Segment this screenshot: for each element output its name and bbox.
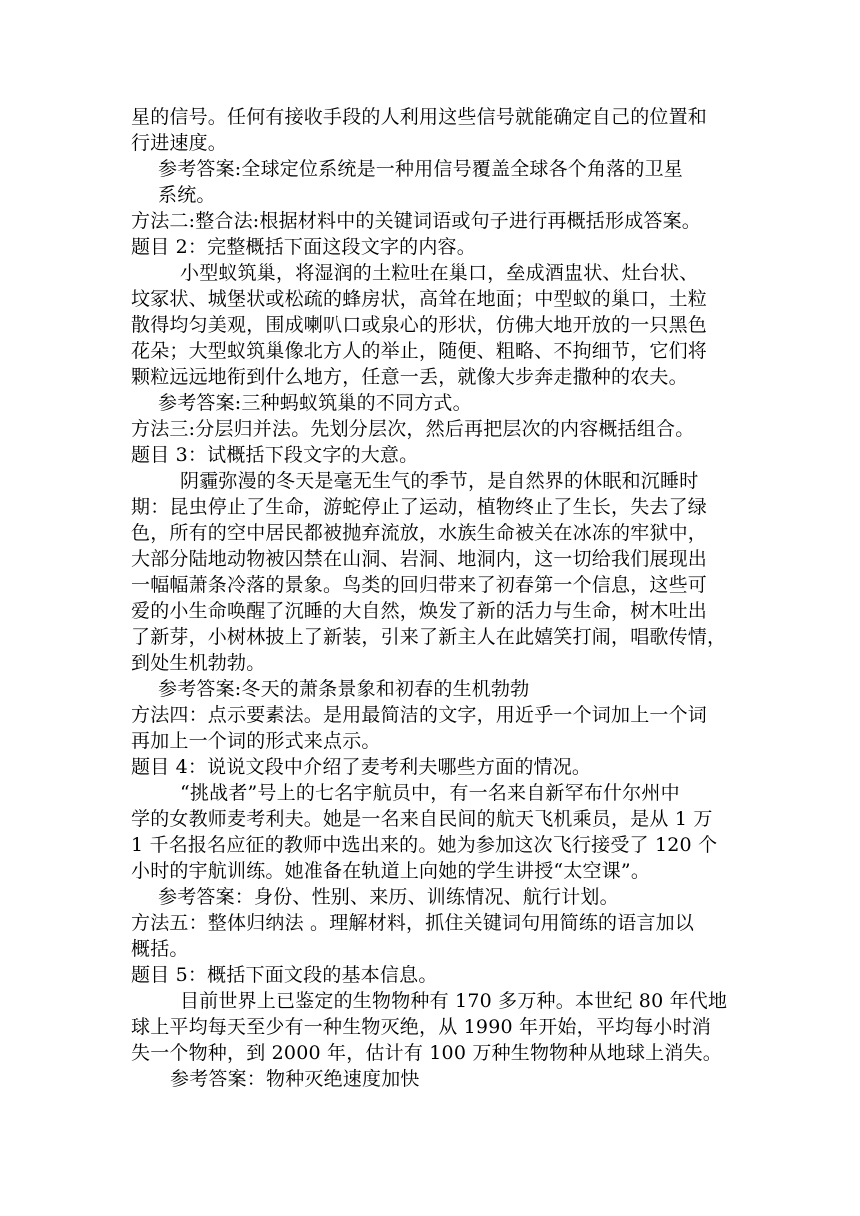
passage-line: 学的女教师麦考利夫。她是一名来自民间的航天飞机乘员，是从 1 万	[131, 808, 713, 830]
answer-line: 参考答案：身份、性别、来历、训练情况、航行计划。	[158, 886, 619, 908]
question-heading: 题目 3：试概括下段文字的大意。	[131, 444, 419, 466]
passage-line: 小时的宇航训练。她准备在轨道上向她的学生讲授“太空课”。	[131, 860, 651, 882]
method-heading: 方法五：整体归纳法 。理解材料，抓住关键词句用简练的语言加以	[131, 912, 695, 934]
method-heading: 再加上一个词的形式来点示。	[131, 730, 381, 752]
question-heading: 题目 2：完整概括下面这段文字的内容。	[131, 236, 476, 258]
passage-line: 1 千名报名应征的教师中选出来的。她为参加这次飞行接受了 120 个	[131, 834, 718, 856]
answer-line: 参考答案：物种灭绝速度加快	[170, 1068, 420, 1090]
passage-line: 期：昆虫停止了生命，游蛇停止了运动，植物终止了生长，失去了绿	[131, 496, 708, 518]
answer-line: 参考答案:三种蚂蚁筑巢的不同方式。	[158, 392, 472, 414]
answer-line: 系统。	[158, 184, 216, 206]
text-line: 行进速度。	[131, 132, 228, 154]
passage-line: “挑战者”号上的七名宇航员中，有一名来自新罕布什尔州中	[180, 782, 680, 804]
method-heading: 方法三:分层归并法。先划分层次，然后再把层次的内容概括组合。	[131, 418, 695, 440]
passage-line: 坟冢状、城堡状或松疏的蜂房状，高耸在地面；中型蚁的巢口，土粒	[131, 288, 708, 310]
method-heading: 方法二:整合法:根据材料中的关键词语或句子进行再概括形成答案。	[131, 210, 702, 232]
passage-line: 一幅幅萧条冷落的景象。鸟类的回归带来了初春第一个信息，这些可	[131, 574, 708, 596]
question-heading: 题目 4：说说文段中介绍了麦考利夫哪些方面的情况。	[131, 756, 592, 778]
passage-line: 了新芽，小树林披上了新装，引来了新主人在此嬉笑打闹，唱歌传情，	[131, 626, 727, 648]
method-heading: 方法四：点示要素法。是用最简洁的文字，用近乎一个词加上一个词	[131, 704, 708, 726]
passage-line: 阴霾弥漫的冬天是毫无生气的季节，是自然界的休眠和沉睡时	[180, 470, 699, 492]
passage-line: 小型蚁筑巢，将湿润的土粒吐在巢口，垒成酒盅状、灶台状、	[180, 262, 699, 284]
question-heading: 题目 5：概括下面文段的基本信息。	[131, 964, 438, 986]
passage-line: 颗粒远远地衔到什么地方，任意一丢，就像大步奔走撒种的农夫。	[131, 366, 688, 388]
passage-line: 球上平均每天至少有一种生物灭绝，从 1990 年开始，平均每小时消	[131, 1016, 712, 1038]
passage-line: 花朵；大型蚁筑巢像北方人的举止，随便、粗略、不拘细节，它们将	[131, 340, 708, 362]
passage-line: 大部分陆地动物被囚禁在山洞、岩洞、地洞内，这一切给我们展现出	[131, 548, 708, 570]
passage-line: 爱的小生命唤醒了沉睡的大自然，焕发了新的活力与生命，树木吐出	[131, 600, 708, 622]
answer-line: 参考答案:全球定位系统是一种用信号覆盖全球各个角落的卫星	[158, 158, 684, 180]
passage-line: 目前世界上已鉴定的生物物种有 170 多万种。本世纪 80 年代地	[180, 990, 728, 1012]
text-line: 星的信号。任何有接收手段的人利用这些信号就能确定自己的位置和	[131, 106, 708, 128]
passage-line: 失一个物种，到 2000 年，估计有 100 万种生物物种从地球上消失。	[131, 1042, 722, 1064]
passage-line: 色，所有的空中居民都被抛弃流放，水族生命被关在冰冻的牢狱中，	[131, 522, 708, 544]
passage-line: 散得均匀美观，围成喇叭口或泉心的形状，仿佛大地开放的一只黑色	[131, 314, 708, 336]
answer-line: 参考答案:冬天的萧条景象和初春的生机勃勃	[158, 678, 530, 700]
method-heading: 概括。	[131, 938, 189, 960]
passage-line: 到处生机勃勃。	[131, 652, 266, 674]
